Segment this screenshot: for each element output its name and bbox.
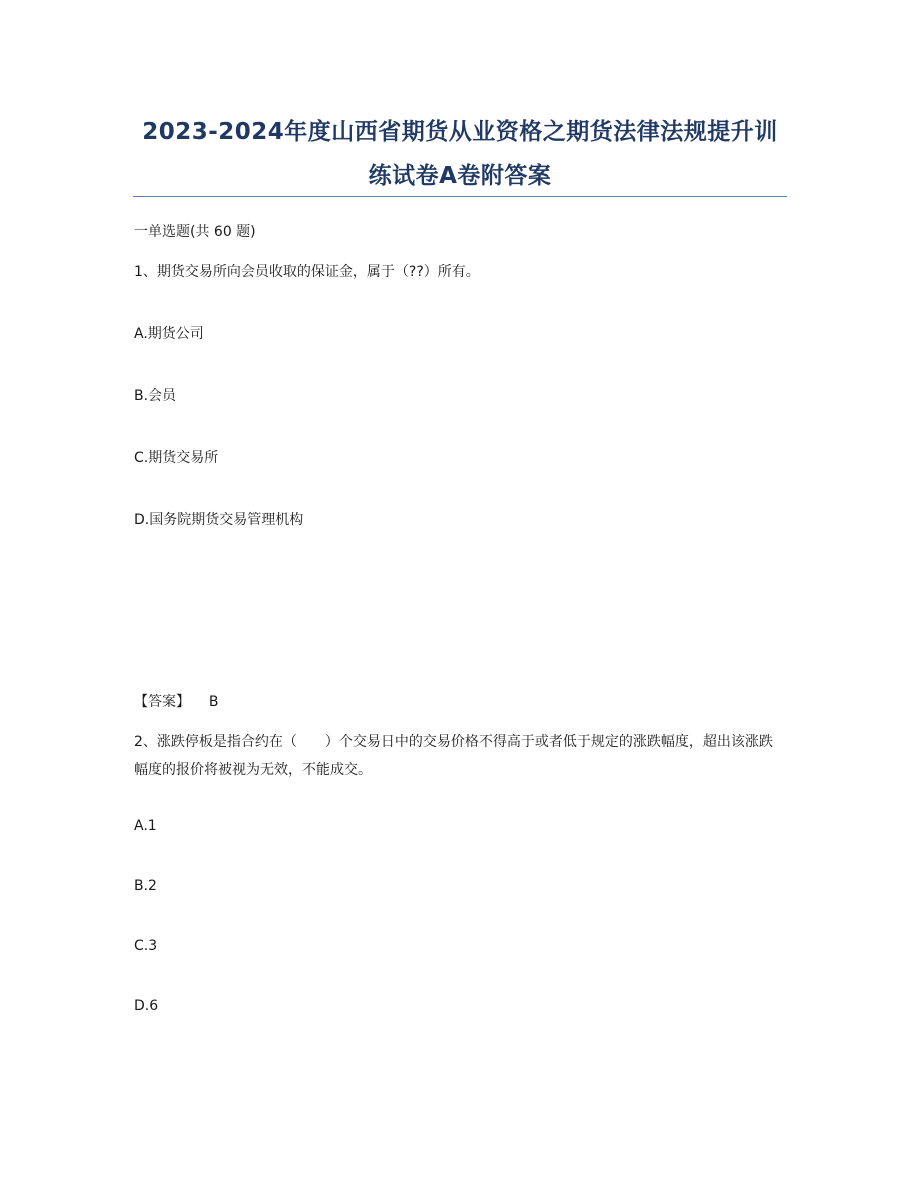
question-1-stem: 1、期货交易所向会员收取的保证金，属于（??）所有。 — [134, 264, 480, 280]
question-1-option-c: C.期货交易所 — [134, 450, 219, 466]
question-2-option-b: B.2 — [134, 878, 157, 894]
answer-value: B — [208, 694, 219, 710]
section-header: 一单选题(共 60 题) — [134, 224, 256, 240]
title-line-1: 2023-2024年度山西省期货从业资格之期货法律法规提升训 — [142, 119, 778, 145]
answer-label: 【答案】 — [134, 694, 190, 710]
title-line-2: 练试卷A卷附答案 — [368, 163, 552, 189]
question-1-answer — [134, 692, 219, 712]
question-1-option-a: A.期货公司 — [134, 326, 204, 342]
question-2-option-a: A.1 — [134, 818, 157, 834]
question-1-option-d: D.国务院期货交易管理机构 — [134, 512, 304, 528]
question-1-option-b: B.会员 — [134, 388, 177, 404]
document-title — [120, 110, 800, 198]
question-2-stem: 2、涨跌停板是指合约在（ ）个交易日中的交易价格不得高于或者低于规定的涨跌幅度，超出该涨跌幅度的报价将被视为无效，不能成交。 — [134, 734, 773, 778]
question-2-option-d: D.6 — [134, 998, 159, 1014]
question-2-option-c: C.3 — [134, 938, 158, 954]
title-divider — [133, 196, 787, 197]
